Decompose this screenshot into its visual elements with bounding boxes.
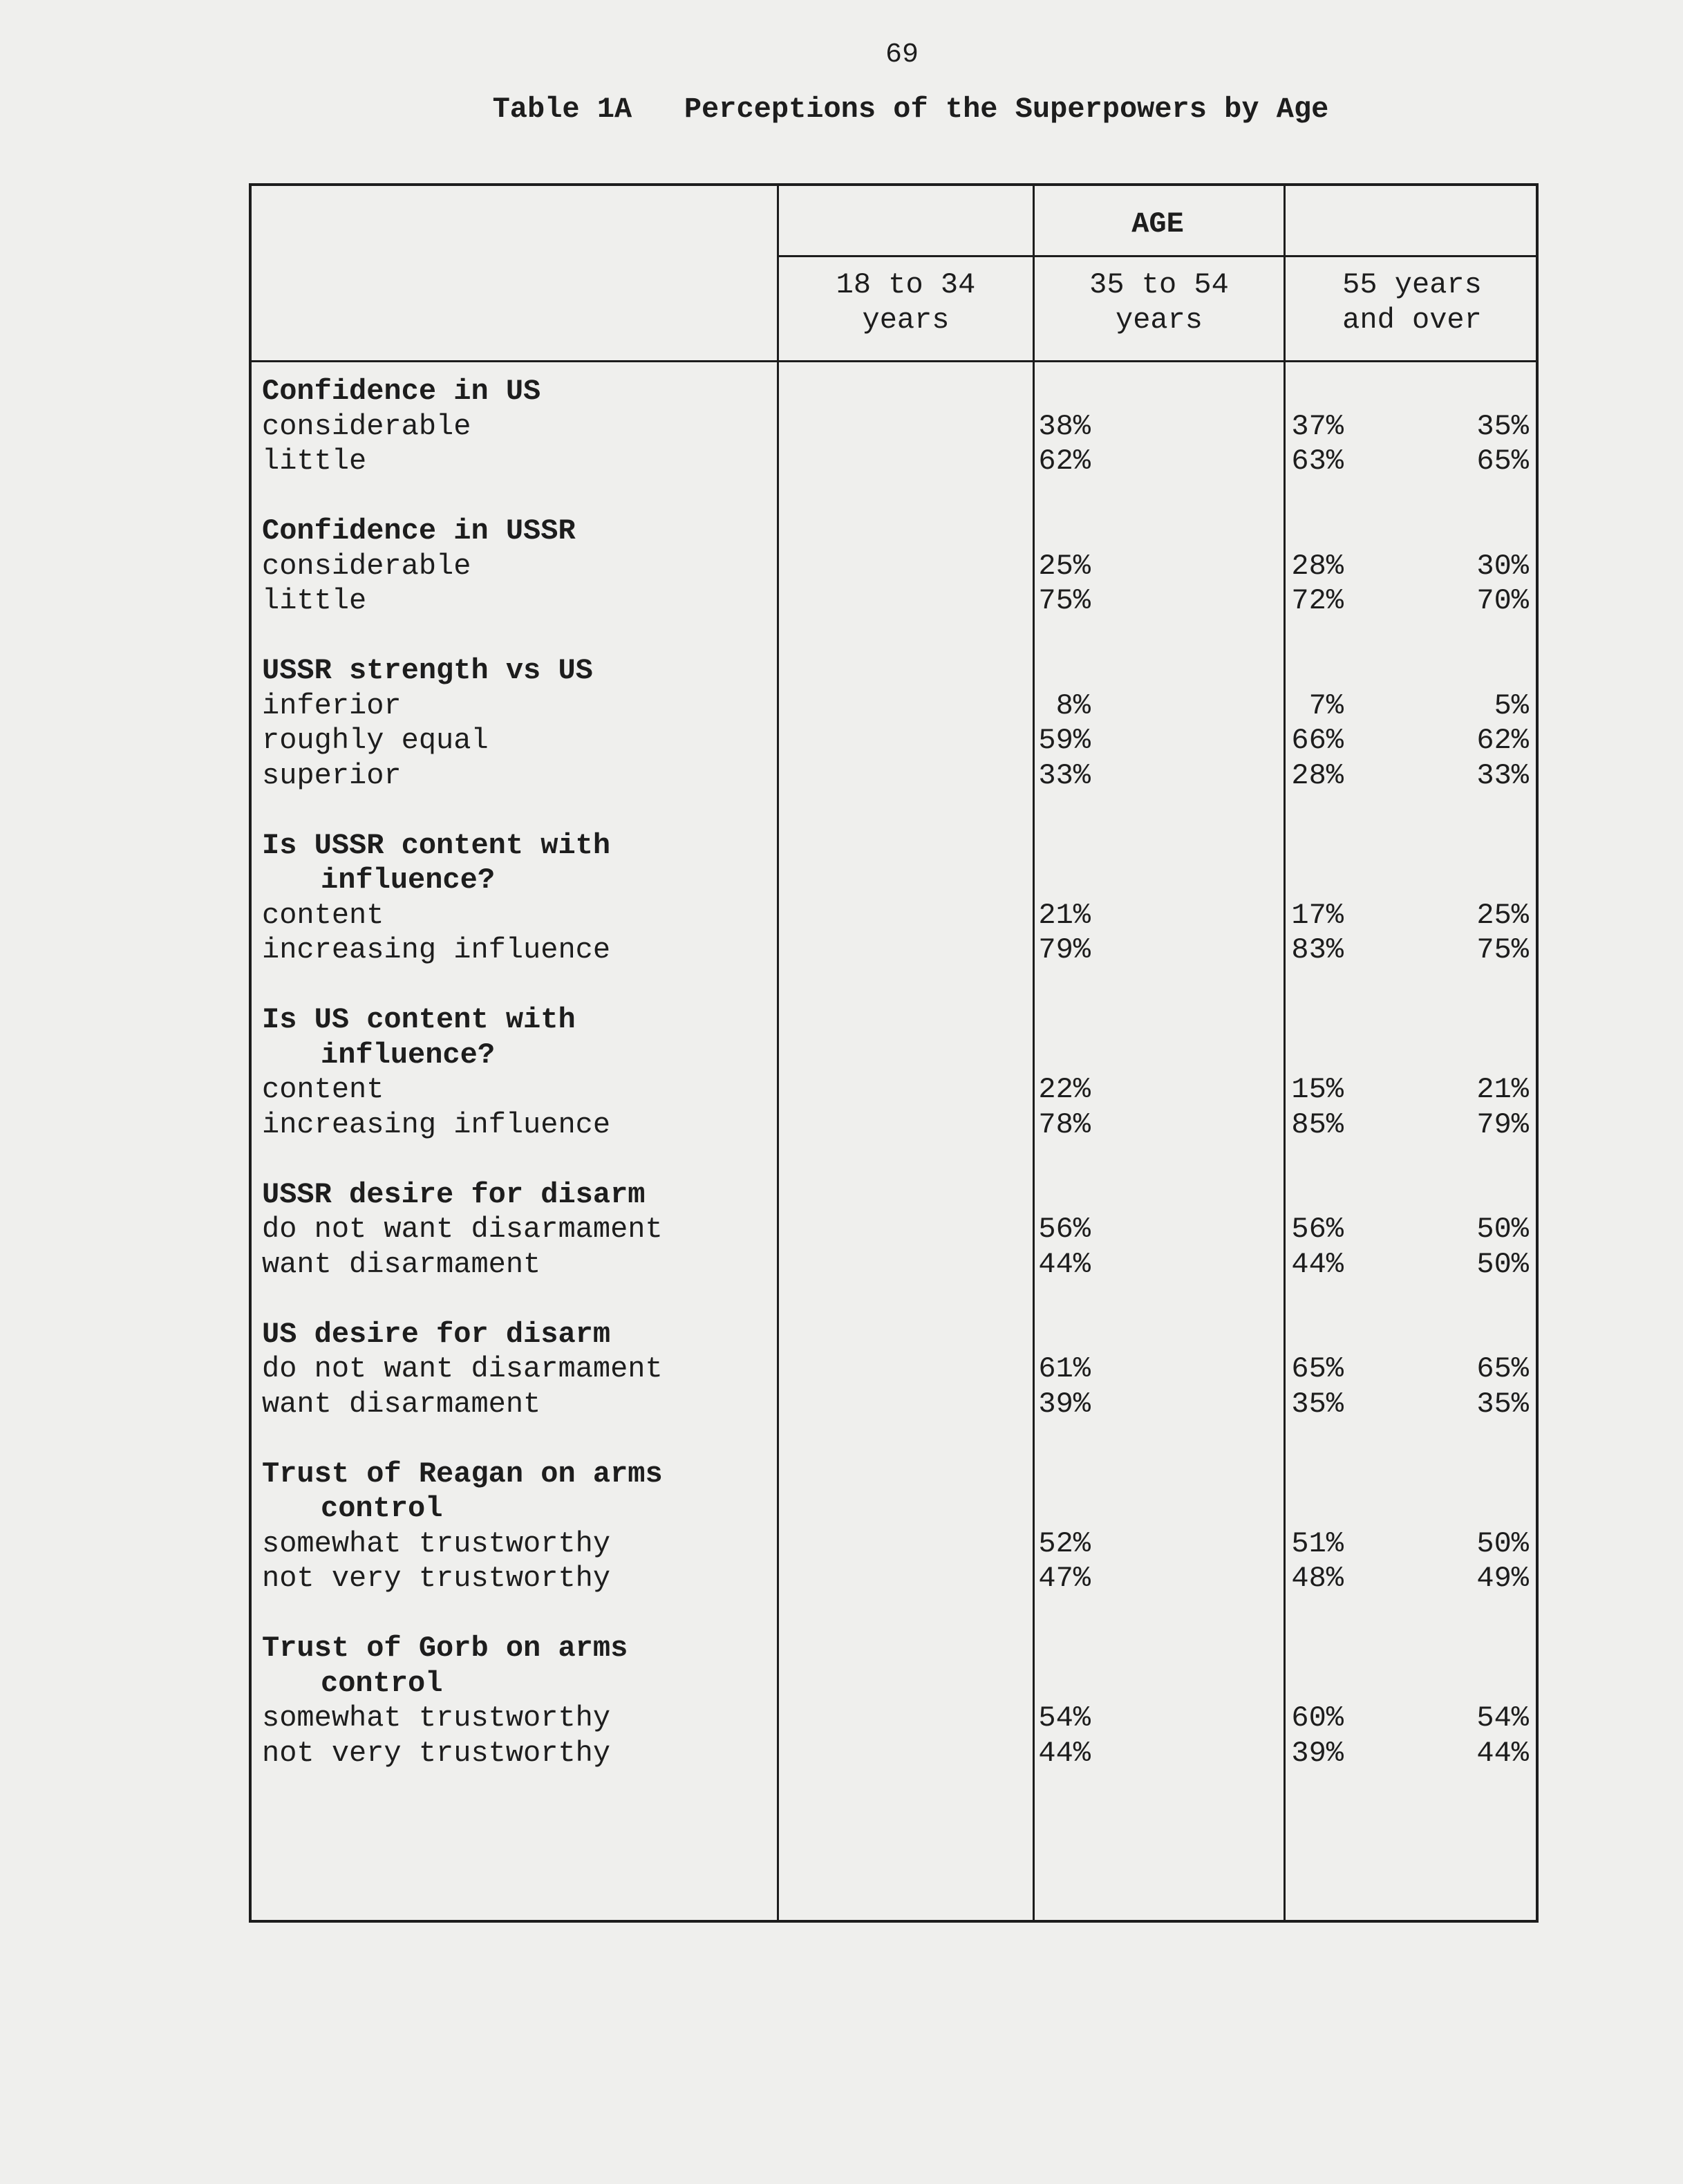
column-header-line: 35 to 54 [1089,268,1229,301]
percent-cell: 51% [1291,1527,1344,1560]
percent-cell: 38% [1038,409,1091,443]
percent-cell: 33% [1476,758,1529,792]
percent-cell: 62% [1038,445,1091,478]
percent-cell: 79% [1038,933,1091,967]
age-group-header: AGE [1131,207,1184,241]
percent-cell: 50% [1476,1527,1529,1560]
row-label: little [262,445,367,478]
percent-cell: 17% [1291,898,1344,932]
section-heading: US desire for disarm [262,1317,611,1351]
percent-cell: 44% [1476,1736,1529,1770]
section-heading: Trust of Reagan on arms [262,1457,663,1491]
section-heading-row [252,828,1536,864]
section-heading-row [252,1002,1536,1038]
row-label: do not want disarmament [262,1352,663,1385]
table-row [252,1527,1536,1562]
percent-cell: 83% [1291,933,1344,967]
row-label: superior [262,758,402,792]
percent-cell: 62% [1476,724,1529,757]
percent-cell: 39% [1291,1736,1344,1770]
table-row [252,1736,1536,1771]
percent-cell: 78% [1038,1108,1091,1141]
header-divider [777,255,1536,257]
percent-cell: 85% [1291,1108,1344,1141]
table-row [252,1108,1536,1143]
section-heading-row [252,1631,1536,1666]
section-heading: control [321,1666,443,1700]
percent-cell: 72% [1291,584,1344,617]
page-number: 69 [885,39,919,71]
table-row [252,1352,1536,1387]
column-header-35-54 [1035,268,1284,338]
header-bottom-rule [252,360,1536,362]
percent-cell: 65% [1291,1352,1344,1385]
data-table [249,183,1539,1923]
row-label: do not want disarmament [262,1213,663,1246]
row-label: considerable [262,549,471,583]
section-heading-row [252,1038,1536,1073]
section-heading-row [252,653,1536,689]
table-row [252,1212,1536,1247]
table-row [252,1247,1536,1282]
row-label: little [262,584,367,617]
column-header-line: years [862,304,950,337]
section-heading-row [252,1491,1536,1527]
column-header-line: years [1115,304,1203,337]
section-heading: Is USSR content with [262,828,611,862]
table-row [252,898,1536,933]
percent-cell: 44% [1291,1247,1344,1281]
percent-cell: 50% [1476,1247,1529,1281]
table-row [252,1561,1536,1596]
percent-cell: 21% [1038,898,1091,932]
section-heading: Confidence in USSR [262,514,576,548]
percent-cell: 59% [1038,724,1091,757]
table-row [252,758,1536,794]
section-heading: control [321,1492,443,1525]
percent-cell: 5% [1494,689,1529,722]
percent-cell: 22% [1038,1073,1091,1106]
percent-cell: 33% [1038,758,1091,792]
percent-cell: 56% [1038,1213,1091,1246]
section-heading: USSR strength vs US [262,654,593,687]
percent-cell: 7% [1308,689,1344,722]
section-heading-row [252,374,1536,409]
column-header-line: and over [1342,304,1482,337]
table-title: Table 1A Perceptions of the Superpowers by Age [492,93,1329,126]
column-header-line: 55 years [1342,268,1482,301]
percent-cell: 48% [1291,1562,1344,1595]
percent-cell: 28% [1291,758,1344,792]
section-heading: Is US content with [262,1003,576,1036]
row-label: roughly equal [262,724,489,757]
section-heading: influence? [321,1038,496,1072]
table-row [252,723,1536,758]
percent-cell: 28% [1291,549,1344,583]
percent-cell: 66% [1291,724,1344,757]
percent-cell: 35% [1291,1387,1344,1421]
section-heading-row [252,1666,1536,1701]
row-label: somewhat trustworthy [262,1701,611,1735]
percent-cell: 70% [1476,584,1529,617]
percent-cell: 21% [1476,1073,1529,1106]
percent-cell: 35% [1476,1387,1529,1421]
percent-cell: 47% [1038,1562,1091,1595]
row-label: not very trustworthy [262,1562,611,1595]
table-row [252,1701,1536,1736]
column-header-55-over [1286,268,1539,338]
percent-cell: 49% [1476,1562,1529,1595]
row-label: considerable [262,409,471,443]
percent-cell: 61% [1038,1352,1091,1385]
row-label: increasing influence [262,1108,611,1141]
row-label: somewhat trustworthy [262,1527,611,1560]
percent-cell: 44% [1038,1736,1091,1770]
percent-cell: 65% [1476,1352,1529,1385]
percent-cell: 44% [1038,1247,1091,1281]
table-row [252,444,1536,479]
section-heading-row [252,1457,1536,1492]
section-heading-row [252,1177,1536,1213]
percent-cell: 25% [1476,898,1529,932]
table-row [252,584,1536,619]
percent-cell: 39% [1038,1387,1091,1421]
row-label: want disarmament [262,1247,541,1281]
row-label: content [262,898,384,932]
percent-cell: 54% [1476,1701,1529,1735]
percent-cell: 35% [1476,409,1529,443]
section-heading-row [252,863,1536,898]
row-label: not very trustworthy [262,1736,611,1770]
percent-cell: 60% [1291,1701,1344,1735]
percent-cell: 52% [1038,1527,1091,1560]
table-row [252,409,1536,445]
percent-cell: 63% [1291,445,1344,478]
table-row [252,933,1536,968]
section-heading: USSR desire for disarm [262,1177,646,1211]
percent-cell: 54% [1038,1701,1091,1735]
table-row [252,689,1536,724]
column-header-18-34 [779,268,1033,338]
table-row [252,549,1536,584]
section-heading-row [252,1317,1536,1352]
percent-cell: 37% [1291,409,1344,443]
percent-cell: 79% [1476,1108,1529,1141]
row-label: increasing influence [262,933,611,967]
column-header-line: 18 to 34 [836,268,976,301]
percent-cell: 25% [1038,549,1091,583]
row-label: inferior [262,689,402,722]
percent-cell: 75% [1038,584,1091,617]
section-heading: influence? [321,864,496,897]
section-heading-row [252,514,1536,549]
row-label: content [262,1073,384,1106]
percent-cell: 65% [1476,445,1529,478]
section-heading: Confidence in US [262,375,541,408]
percent-cell: 56% [1291,1213,1344,1246]
table-row [252,1072,1536,1108]
percent-cell: 75% [1476,933,1529,967]
row-label: want disarmament [262,1387,541,1421]
percent-cell: 8% [1055,689,1091,722]
percent-cell: 15% [1291,1073,1344,1106]
percent-cell: 30% [1476,549,1529,583]
table-row [252,1387,1536,1422]
section-heading: Trust of Gorb on arms [262,1632,628,1665]
percent-cell: 50% [1476,1213,1529,1246]
